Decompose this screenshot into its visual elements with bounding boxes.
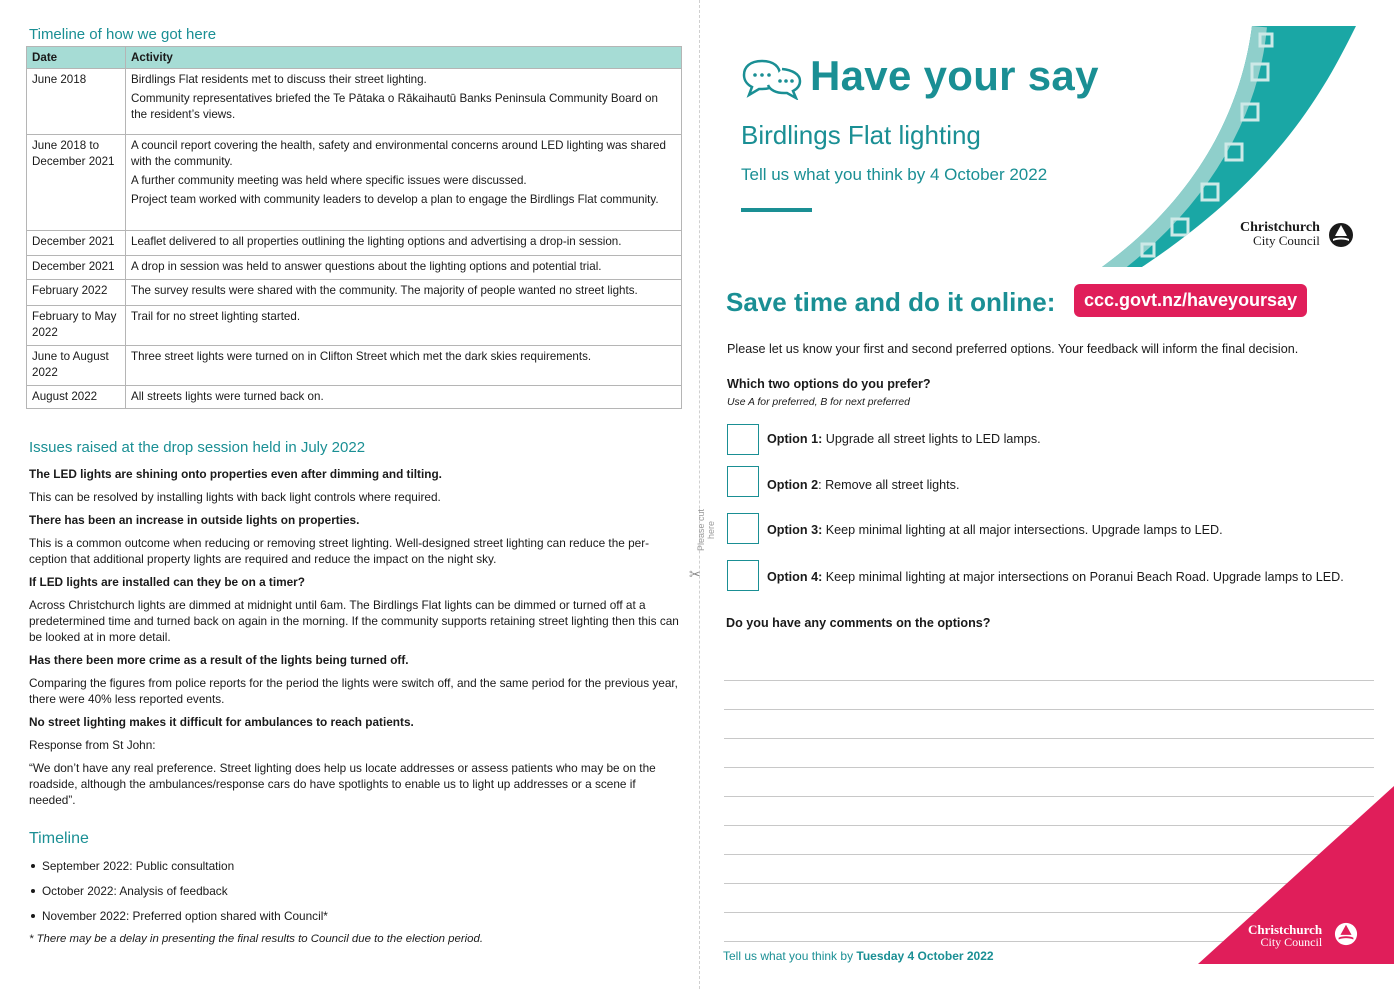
row-date: December 2021 xyxy=(27,231,126,256)
issue-question: No street lighting makes it difficult for ambulances to reach patients. xyxy=(29,715,414,729)
option-2 xyxy=(727,466,1367,498)
council-logo-icon xyxy=(1328,222,1354,248)
issue-question: Has there been more crime as a result of the lights being turned off. xyxy=(29,653,409,667)
list-item: November 2022: Preferred option shared with Council* xyxy=(29,908,679,924)
speech-bubbles-icon xyxy=(742,58,802,100)
option-number: Option 4: xyxy=(767,570,823,584)
scissors-icon: ✂ xyxy=(689,566,701,582)
intro-text: Please let us know your first and second preferred options. Your feedback will inform the final decision. xyxy=(727,342,1299,356)
row-date: February 2022 xyxy=(27,280,126,306)
issue-answer: Comparing the figures from police reports for the period the lights were switch off, and the same period for the previous year, there were 40% less reported events. xyxy=(29,676,678,706)
row-activity xyxy=(126,256,682,280)
activity-line: Community representatives briefed the Te Pātaka o Rākaihautū Banks Peninsula Community Board on the resident’s views. xyxy=(131,92,658,121)
option-4-checkbox[interactable] xyxy=(727,560,759,591)
timeline-table xyxy=(26,46,682,409)
option-text: Keep minimal lighting at major intersections on Poranui Beach Road. Upgrade lamps to LED. xyxy=(822,570,1344,584)
activity-line: The survey results were shared with the community. The majority of people wanted no street lights. xyxy=(131,284,638,297)
option-text: Keep minimal lighting at all major intersections. Upgrade lamps to LED. xyxy=(822,523,1223,537)
table-row xyxy=(27,69,682,135)
subtitle: Birdlings Flat lighting xyxy=(741,120,981,150)
col-header-activity: Activity xyxy=(126,47,682,69)
activity-line: Birdlings Flat residents met to discuss their street lighting. xyxy=(131,73,427,86)
option-text: : Remove all street lights. xyxy=(818,478,960,492)
issue-answer: This is a common outcome when reducing or removing street lighting. Well-designed street lighting can reduce the per-ception that additional property lights are required and reduce the impact on the night sky. xyxy=(29,536,650,566)
table-row xyxy=(27,231,682,256)
list-item: September 2022: Public consultation xyxy=(29,858,679,874)
timeline-section xyxy=(29,830,679,945)
table-row xyxy=(27,256,682,280)
list-item: October 2022: Analysis of feedback xyxy=(29,883,679,899)
council-logo-icon xyxy=(1334,922,1358,946)
logo-line2: City Council xyxy=(1260,935,1323,949)
row-date: February to May 2022 xyxy=(27,306,126,346)
option-2-checkbox[interactable] xyxy=(727,466,759,497)
row-activity xyxy=(126,306,682,346)
row-activity xyxy=(126,69,682,135)
table-row xyxy=(27,306,682,346)
option-4-label xyxy=(767,570,1344,584)
row-activity xyxy=(126,346,682,386)
option-1-label xyxy=(767,432,1041,446)
row-activity xyxy=(126,386,682,409)
issues-heading: Issues raised at the drop session held in July 2022 xyxy=(29,439,366,456)
footer-date: Tuesday 4 October 2022 xyxy=(856,949,994,963)
logo-line1: Christchurch xyxy=(1248,922,1323,937)
footer-prefix: Tell us what you think by xyxy=(723,949,857,963)
comment-line[interactable] xyxy=(724,652,1374,681)
option-number: Option 1: xyxy=(767,432,823,446)
activity-line: All streets lights were turned back on. xyxy=(131,390,324,403)
divider xyxy=(741,208,812,212)
logo-line1: Christchurch xyxy=(1240,220,1320,235)
haveyoursay-link[interactable]: ccc.govt.nz/haveyoursay xyxy=(1074,284,1307,317)
issue-answer: Response from St John: xyxy=(29,738,156,752)
row-activity xyxy=(126,135,682,231)
activity-line: Leaflet delivered to all properties outlining the lighting options and advertising a drop-in session. xyxy=(131,235,622,248)
council-logo-text-bottom xyxy=(1248,924,1322,948)
option-text: Upgrade all street lights to LED lamps. xyxy=(822,432,1041,446)
issues-section xyxy=(29,440,679,815)
comment-line[interactable] xyxy=(724,681,1374,710)
council-logo-text xyxy=(1240,221,1320,247)
cut-line xyxy=(699,0,700,989)
issue-question: There has been an increase in outside lights on properties. xyxy=(29,513,360,527)
timeline2-note: * There may be a delay in presenting the final results to Council due to the election period. xyxy=(29,933,483,945)
option-1 xyxy=(727,424,1367,456)
option-3 xyxy=(727,513,1367,545)
option-4 xyxy=(727,560,1367,592)
option-2-label xyxy=(767,478,959,492)
page-title: Have your say xyxy=(810,52,1099,99)
table-row xyxy=(27,386,682,409)
table-header-row xyxy=(27,47,682,69)
row-date: June 2018 xyxy=(27,69,126,135)
deadline-text: Tell us what you think by 4 October 2022 xyxy=(741,165,1048,184)
issue-answer: This can be resolved by installing lights with back light controls where required. xyxy=(29,490,441,504)
issue-answer: “We don’t have any real preference. Street lighting does help us locate addresses or assess patients who may be on the roadside, although the ambulances/response cars do have spotlights to enable us to light up addresses or a scene if needed”. xyxy=(29,761,656,807)
timeline2-heading: Timeline xyxy=(29,830,89,847)
option-1-checkbox[interactable] xyxy=(727,424,759,455)
row-date: August 2022 xyxy=(27,386,126,409)
issue-question: If LED lights are installed can they be on a timer? xyxy=(29,575,305,589)
comment-line[interactable] xyxy=(724,739,1374,768)
table-row xyxy=(27,135,682,231)
activity-line: Trail for no street lighting started. xyxy=(131,310,301,323)
activity-line: A further community meeting was held where specific issues were discussed. xyxy=(131,174,527,187)
row-date: June to August 2022 xyxy=(27,346,126,386)
right-page xyxy=(722,0,1398,989)
option-3-checkbox[interactable] xyxy=(727,513,759,544)
row-activity xyxy=(126,231,682,256)
footer-deadline xyxy=(723,949,994,963)
decorative-swoosh xyxy=(1102,24,1362,269)
row-activity xyxy=(126,280,682,306)
question-heading: Which two options do you prefer? xyxy=(727,377,931,391)
logo-line2: City Council xyxy=(1253,233,1320,248)
issue-question: The LED lights are shining onto properties even after dimming and tilting. xyxy=(29,467,442,481)
row-date: June 2018 to December 2021 xyxy=(27,135,126,231)
cut-text: Please cut here xyxy=(696,508,716,552)
option-3-label xyxy=(767,523,1223,537)
activity-line: Project team worked with community leaders to develop a plan to engage the Birdlings Flat community. xyxy=(131,193,659,206)
table-row xyxy=(27,346,682,386)
option-number: Option 3: xyxy=(767,523,823,537)
issue-answer: Across Christchurch lights are dimmed at midnight until 6am. The Birdlings Flat lights can be dimmed or turned off at a predetermined time and turned back on again in the morning. If the community supports retaining street lighting then this can be looked at in more detail. xyxy=(29,598,679,644)
activity-line: A drop in session was held to answer questions about the lighting options and potential trial. xyxy=(131,260,602,273)
option-number: Option 2 xyxy=(767,478,819,492)
activity-line: Three street lights were turned on in Clifton Street which met the dark skies requirements. xyxy=(131,350,592,363)
col-header-date: Date xyxy=(27,47,126,69)
comments-question: Do you have any comments on the options? xyxy=(726,616,991,630)
activity-line: A council report covering the health, safety and environmental concerns around LED lighting was shared with the community. xyxy=(131,139,666,168)
timeline-heading: Timeline of how we got here xyxy=(29,26,217,43)
row-date: December 2021 xyxy=(27,256,126,280)
table-row xyxy=(27,280,682,306)
comment-line[interactable] xyxy=(724,710,1374,739)
question-instruction: Use A for preferred, B for next preferred xyxy=(727,397,910,408)
save-online-heading: Save time and do it online: xyxy=(726,287,1056,317)
timeline2-list xyxy=(29,858,679,924)
